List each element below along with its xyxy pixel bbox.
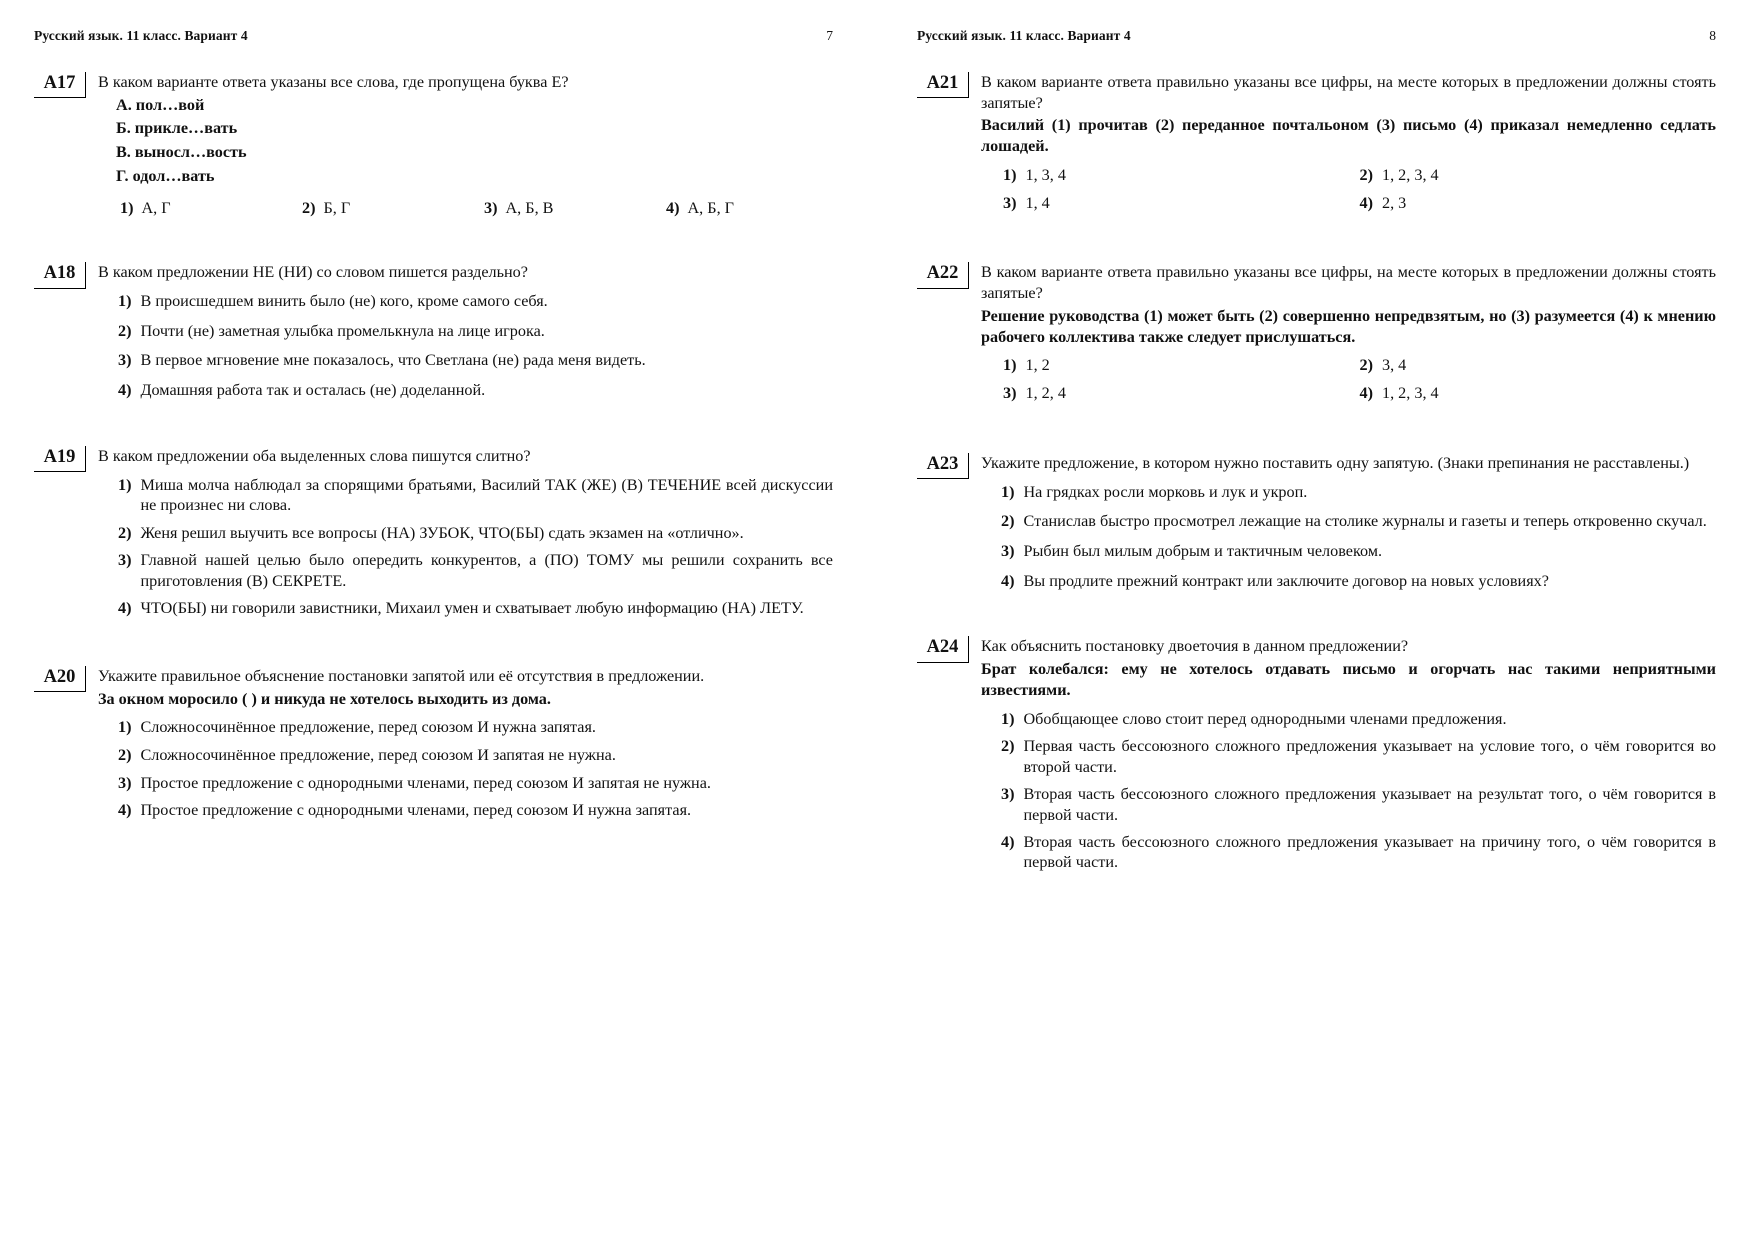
task-stem: В каком предложении оба выделенных слова пишутся слитно? xyxy=(98,446,531,465)
option-number: 1) xyxy=(118,475,132,494)
answer-options xyxy=(1003,165,1716,220)
option-text: Простое предложение с однородными членами, перед союзом И запятая не нужна. xyxy=(140,773,711,792)
task-a17 xyxy=(34,72,833,218)
option-text: Простое предложение с однородными членами, перед союзом И нужна запятая. xyxy=(140,801,692,820)
answer-option[interactable] xyxy=(1001,482,1716,503)
option-text: 1, 2, 4 xyxy=(1025,384,1066,403)
answer-options xyxy=(1001,482,1716,592)
option-text: На грядках росли морковь и лук и укроп. xyxy=(1023,482,1308,501)
option-number: 2) xyxy=(118,523,132,542)
task-stem: В каком предложении НЕ (НИ) со словом пишется раздельно? xyxy=(98,263,528,282)
option-text: Сложносочинённое предложение, перед союзом И нужна запятая. xyxy=(140,718,596,737)
answer-option[interactable] xyxy=(1003,193,1360,214)
lettered-item: Г. одол…вать xyxy=(116,166,215,185)
task-code: A17 xyxy=(34,72,86,98)
option-number: 4) xyxy=(1359,384,1373,403)
running-head-title: Русский язык. 11 класс. Вариант 4 xyxy=(34,28,248,43)
option-text: Б, Г xyxy=(323,198,351,217)
task-code: A19 xyxy=(34,446,86,472)
option-text: Почти (не) заметная улыбка промелькнула на лице игрока. xyxy=(140,321,545,340)
running-head xyxy=(34,28,833,46)
task-sentence: За окном моросило ( ) и никуда не хотелось выходить из дома. xyxy=(98,689,551,708)
option-text: Домашняя работа так и осталась (не) доделанной. xyxy=(140,381,486,400)
option-text: Женя решил выучить все вопросы (НА) ЗУБОК, ЧТО(БЫ) сдать экзамен на «отлично». xyxy=(140,523,744,542)
option-number: 3) xyxy=(1001,542,1015,561)
option-number: 4) xyxy=(118,381,132,400)
answer-option[interactable] xyxy=(118,475,833,516)
task-a21 xyxy=(917,72,1716,220)
option-text: Миша молча наблюдал за спорящими братьями, Василий ТАК (ЖЕ) (В) ТЕЧЕНИЕ всей дискуссии не произнес ни слова. xyxy=(140,475,833,515)
answer-option[interactable] xyxy=(118,773,833,794)
task-a20 xyxy=(34,666,833,828)
task-a23 xyxy=(917,453,1716,601)
option-text: Первая часть бессоюзного сложного предложения указывает на условие того, о чём говорится во второй части. xyxy=(1023,737,1716,776)
option-number: 2) xyxy=(1001,737,1015,756)
answer-option[interactable] xyxy=(118,717,833,738)
answer-option[interactable] xyxy=(118,800,833,821)
task-a18 xyxy=(34,262,833,410)
option-text: Вторая часть бессоюзного сложного предложения указывает на результат того, о чём говорится в первой части. xyxy=(1023,785,1716,824)
task-code: A18 xyxy=(34,262,86,288)
option-text: 1, 2, 3, 4 xyxy=(1381,384,1439,403)
option-number: 3) xyxy=(484,198,498,217)
answer-option[interactable] xyxy=(118,350,833,371)
option-number: 4) xyxy=(1001,833,1015,852)
option-number: 4) xyxy=(118,801,132,820)
answer-option[interactable] xyxy=(1001,571,1716,592)
option-text: Вы продлите прежний контракт или заключите договор на новых условиях? xyxy=(1023,571,1549,590)
task-a22 xyxy=(917,262,1716,410)
task-code: A23 xyxy=(917,453,969,479)
answer-option[interactable] xyxy=(1001,709,1716,730)
option-number: 4) xyxy=(666,198,680,217)
task-body xyxy=(86,72,833,218)
option-text: 2, 3 xyxy=(1381,193,1407,212)
task-body xyxy=(969,453,1716,601)
answer-options xyxy=(1001,709,1716,873)
option-text: Рыбин был милым добрым и тактичным человеком. xyxy=(1023,542,1383,561)
answer-option[interactable] xyxy=(118,745,833,766)
answer-options xyxy=(1003,355,1716,410)
task-body xyxy=(86,666,833,828)
task-body xyxy=(86,446,833,626)
answer-option[interactable] xyxy=(118,598,833,619)
task-stem: В каком варианте ответа указаны все слова, где пропущена буква Е? xyxy=(98,73,569,91)
task-body xyxy=(969,72,1716,220)
task-stem: Укажите правильное объяснение постановки запятой или её отсутствия в предложении. xyxy=(98,666,705,685)
lettered-item: Б. прикле…вать xyxy=(116,119,238,138)
answer-option[interactable] xyxy=(120,198,302,219)
option-number: 2) xyxy=(118,745,132,764)
answer-option[interactable] xyxy=(1360,165,1717,186)
task-a24 xyxy=(917,636,1716,879)
option-number: 1) xyxy=(1001,709,1015,728)
running-head xyxy=(917,28,1716,46)
option-number: 3) xyxy=(118,351,132,370)
answer-option[interactable] xyxy=(1003,383,1360,404)
option-number: 1) xyxy=(118,292,132,311)
task-body xyxy=(969,262,1716,410)
answer-option[interactable] xyxy=(118,291,833,312)
answer-options xyxy=(118,291,833,401)
option-text: Сложносочинённое предложение, перед союзом И запятая не нужна. xyxy=(140,745,616,764)
option-text: Главной нашей целью было опередить конкурентов, а (ПО) ТОМУ мы решили сохранить все приготовления (В) СЕКРЕТЕ. xyxy=(140,551,833,590)
option-number: 1) xyxy=(120,198,134,217)
answer-option[interactable] xyxy=(118,380,833,401)
option-number: 2) xyxy=(302,198,316,217)
option-text: В первое мгновение мне показалось, что Светлана (не) рада меня видеть. xyxy=(140,351,646,370)
option-number: 3) xyxy=(1003,384,1017,403)
task-stem: В каком варианте ответа правильно указаны все цифры, на месте которых в предложении должны стоять запятые? xyxy=(981,263,1716,303)
answer-option[interactable] xyxy=(666,198,734,219)
option-number: 3) xyxy=(1001,785,1015,804)
option-text: Вторая часть бессоюзного сложного предложения указывает на причину того, о чём говорится в первой части. xyxy=(1023,833,1716,872)
task-code: A20 xyxy=(34,666,86,692)
option-text: Обобщающее слово стоит перед однородными членами предложения. xyxy=(1023,709,1507,728)
option-number: 4) xyxy=(1359,193,1373,212)
option-number: 1) xyxy=(1003,165,1017,184)
option-number: 3) xyxy=(118,551,132,570)
page-number: 7 xyxy=(826,28,833,43)
task-stem: Как объяснить постановку двоеточия в данном предложении? xyxy=(981,637,1409,656)
task-stem: Укажите предложение, в котором нужно поставить одну запятую. (Знаки препинания не расставлены.) xyxy=(981,453,1690,472)
lettered-item: В. выносл…вость xyxy=(116,143,247,162)
option-text: 1, 2, 3, 4 xyxy=(1381,165,1439,184)
option-number: 2) xyxy=(1001,512,1015,531)
answer-option[interactable] xyxy=(1360,193,1717,214)
option-number: 4) xyxy=(118,599,132,618)
option-text: 3, 4 xyxy=(1381,356,1407,375)
lettered-item: А. пол…вой xyxy=(116,95,205,114)
option-number: 2) xyxy=(1359,165,1373,184)
option-number: 3) xyxy=(118,773,132,792)
option-number: 1) xyxy=(1001,482,1015,501)
answer-option[interactable] xyxy=(1001,736,1716,777)
task-code: A24 xyxy=(917,636,969,662)
running-head-title: Русский язык. 11 класс. Вариант 4 xyxy=(917,28,1131,43)
task-body xyxy=(969,636,1716,879)
option-text: А, Б, Г xyxy=(687,198,735,217)
task-a19 xyxy=(34,446,833,626)
option-number: 1) xyxy=(118,718,132,737)
task-sentence: Брат колебался: ему не хотелось отдавать письмо и огорчать нас такими неприятными известиями. xyxy=(981,660,1716,699)
answer-option[interactable] xyxy=(1003,355,1360,376)
option-text: 1, 2 xyxy=(1025,356,1050,375)
option-text: 1, 4 xyxy=(1025,193,1050,212)
answer-options xyxy=(118,475,833,619)
option-text: А, Б, В xyxy=(505,198,554,217)
answer-option[interactable] xyxy=(302,198,484,219)
answer-option[interactable] xyxy=(1001,832,1716,873)
option-number: 1) xyxy=(1003,356,1017,375)
answer-option[interactable] xyxy=(484,198,666,219)
option-text: А, Г xyxy=(141,198,171,217)
task-code: A21 xyxy=(917,72,969,98)
answer-options xyxy=(118,717,833,821)
task-sentence: Решение руководства (1) может быть (2) совершенно непредвзятым, но (3) разумеется (4) к мнению рабочего коллектива также следует прислушаться. xyxy=(981,306,1716,346)
option-number: 2) xyxy=(1359,356,1373,375)
answer-options xyxy=(120,198,833,219)
option-text: 1, 3, 4 xyxy=(1025,165,1066,184)
task-code: A22 xyxy=(917,262,969,288)
answer-option[interactable] xyxy=(1001,541,1716,562)
option-number: 4) xyxy=(1001,571,1015,590)
option-text: В происшедшем винить было (не) кого, кроме самого себя. xyxy=(140,292,548,311)
option-number: 3) xyxy=(1003,193,1017,212)
option-text: Станислав быстро просмотрел лежащие на столике журналы и газеты и теперь откровенно скучал. xyxy=(1023,512,1707,531)
task-sentence: Василий (1) прочитав (2) переданное почтальоном (3) письмо (4) приказал немедленно седлать лошадей. xyxy=(981,116,1716,156)
answer-option[interactable] xyxy=(1001,511,1716,532)
option-text: ЧТО(БЫ) ни говорили завистники, Михаил умен и схватывает любую информацию (НА) ЛЕТУ. xyxy=(140,599,804,618)
answer-option[interactable] xyxy=(118,321,833,342)
answer-option[interactable] xyxy=(118,550,833,591)
page-8 xyxy=(877,0,1754,1239)
answer-option[interactable] xyxy=(118,523,833,544)
answer-option[interactable] xyxy=(1003,165,1360,186)
answer-option[interactable] xyxy=(1001,784,1716,825)
option-number: 2) xyxy=(118,321,132,340)
page-number: 8 xyxy=(1709,28,1716,43)
task-stem: В каком варианте ответа правильно указаны все цифры, на месте которых в предложении должны стоять запятые? xyxy=(981,73,1716,112)
task-body xyxy=(86,262,833,410)
answer-option[interactable] xyxy=(1360,355,1717,376)
answer-option[interactable] xyxy=(1360,383,1717,404)
